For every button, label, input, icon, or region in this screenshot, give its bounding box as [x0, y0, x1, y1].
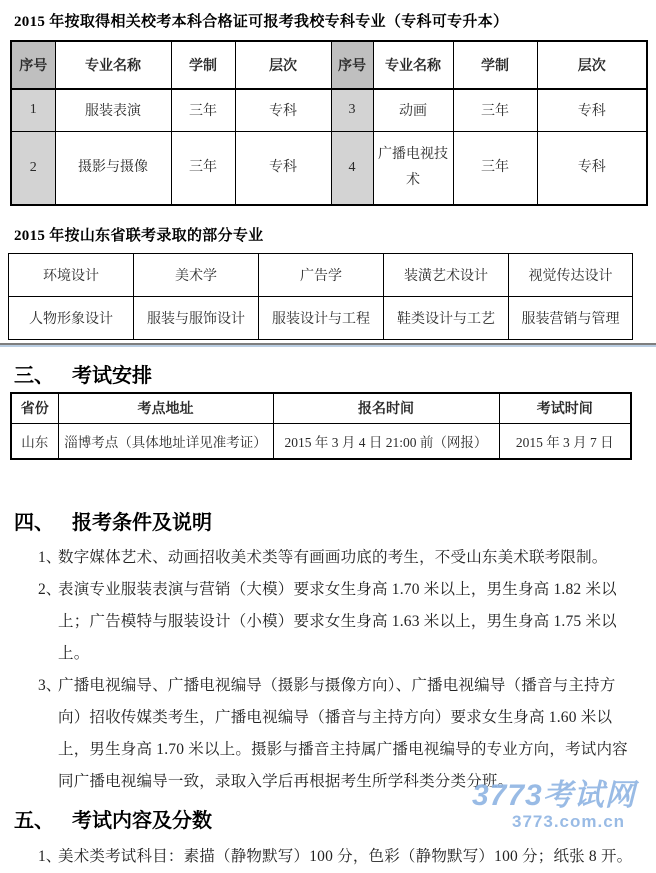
header-cell-level: 层次	[537, 41, 647, 89]
header-cell-duration: 学制	[171, 41, 235, 89]
cell-major: 摄影与摄像	[55, 131, 171, 205]
cell-duration: 三年	[171, 89, 235, 131]
divider-blue-line	[0, 345, 656, 347]
cell-seq: 3	[331, 89, 373, 131]
table-row	[11, 131, 647, 205]
header-cell-exam-time: 考试时间	[499, 393, 631, 423]
cell-major: 视觉传达设计	[509, 254, 633, 297]
list-item	[38, 542, 638, 574]
list-item	[38, 841, 638, 873]
cell-major: 人物形象设计	[9, 297, 134, 340]
header-cell-major: 专业名称	[55, 41, 171, 89]
table-row	[9, 254, 633, 297]
header-cell-province: 省份	[11, 393, 58, 423]
document-title: 2015 年按取得相关校考本科合格证可报考我校专科专业（专科可专升本）	[14, 14, 509, 30]
cell-seq: 1	[11, 89, 55, 131]
cell-major: 环境设计	[9, 254, 134, 297]
cell-register-time: 2015 年 3 月 4 日 21:00 前（网报）	[273, 423, 499, 459]
header-cell-site: 考点地址	[58, 393, 273, 423]
table-row	[9, 297, 633, 340]
list-item-number: 1、	[38, 549, 62, 566]
major-table-by-union-exam	[8, 253, 633, 340]
header-cell-duration: 学制	[453, 41, 537, 89]
cell-province: 山东	[11, 423, 58, 459]
header-cell-seq: 序号	[331, 41, 373, 89]
cell-major: 装潢艺术设计	[384, 254, 509, 297]
cell-major: 服装营销与管理	[509, 297, 633, 340]
section-title: 考试内容及分数	[72, 810, 212, 832]
cell-major: 服装表演	[55, 89, 171, 131]
cell-level: 专科	[235, 131, 331, 205]
section-number: 四、	[14, 512, 54, 534]
cell-major: 广告学	[259, 254, 384, 297]
header-cell-major: 专业名称	[373, 41, 453, 89]
list-item	[38, 670, 638, 798]
exam-content-list	[38, 841, 638, 873]
cell-site: 淄博考点（具体地址详见准考证）	[58, 423, 273, 459]
section-title: 报考条件及说明	[72, 512, 212, 534]
cell-level: 专科	[235, 89, 331, 131]
list-item-text: 表演专业服装表演与营销（大模）要求女生身高 1.70 米以上，男生身高 1.82 米以上；广告模特与服装设计（小模）要求女生身高 1.63 米以上，男生身高 1.75 米以上。	[58, 581, 617, 662]
exam-schedule-table	[10, 392, 632, 460]
cell-level: 专科	[537, 131, 647, 205]
list-item-text: 美术类考试科目：素描（静物默写）100 分，色彩（静物默写）100 分；纸张 8 开。	[58, 848, 633, 865]
cell-major: 鞋类设计与工艺	[384, 297, 509, 340]
table-row	[11, 89, 647, 131]
cell-major: 服装设计与工程	[259, 297, 384, 340]
watermark-site-name: 3773考试网	[472, 779, 636, 812]
section-number: 五、	[14, 810, 54, 832]
cell-level: 专科	[537, 89, 647, 131]
cell-duration: 三年	[453, 89, 537, 131]
document-subtitle: 2015 年按山东省联考录取的部分专业	[14, 228, 264, 244]
cell-seq: 2	[11, 131, 55, 205]
table-header-row	[11, 393, 631, 423]
header-cell-level: 层次	[235, 41, 331, 89]
section-title: 考试安排	[72, 365, 152, 387]
table-row	[11, 423, 631, 459]
cell-exam-time: 2015 年 3 月 7 日	[499, 423, 631, 459]
section-heading-exam-schedule	[14, 359, 656, 388]
cell-seq: 4	[331, 131, 373, 205]
list-item-text: 广播电视编导、广播电视编导（摄影与摄像方向）、广播电视编导（播音与主持方向）招收传媒类考生，广播电视编导（播音与主持方向）要求女生身高 1.60 米以上，男生身高 1.70 米以上。摄影与播音主持属广播电视编导的专业方向，考试内容同广播电视编导一致，录取入学后再根据考生所学科类分类分班。	[58, 677, 628, 790]
major-table-by-certificate	[10, 40, 648, 206]
watermark-site-url: 3773.com.cn	[512, 812, 626, 831]
cell-duration: 三年	[171, 131, 235, 205]
list-item-number: 1、	[38, 848, 62, 865]
section-divider	[0, 343, 656, 347]
cell-major: 服装与服饰设计	[134, 297, 259, 340]
section-heading-requirements	[14, 506, 656, 535]
cell-major: 动画	[373, 89, 453, 131]
list-item-text: 数字媒体艺术、动画招收美术类等有画画功底的考生，不受山东美术联考限制。	[58, 549, 608, 566]
list-item-number: 3、	[38, 677, 62, 694]
cell-major: 广播电视技术	[373, 131, 453, 205]
header-cell-register-time: 报名时间	[273, 393, 499, 423]
cell-major: 美术学	[134, 254, 259, 297]
cell-duration: 三年	[453, 131, 537, 205]
table-header-row	[11, 41, 647, 89]
section-heading-exam-content	[14, 804, 656, 833]
header-cell-seq: 序号	[11, 41, 55, 89]
requirements-list	[38, 542, 638, 798]
section-number: 三、	[14, 365, 54, 387]
list-item	[38, 574, 638, 670]
list-item-number: 2、	[38, 581, 62, 598]
